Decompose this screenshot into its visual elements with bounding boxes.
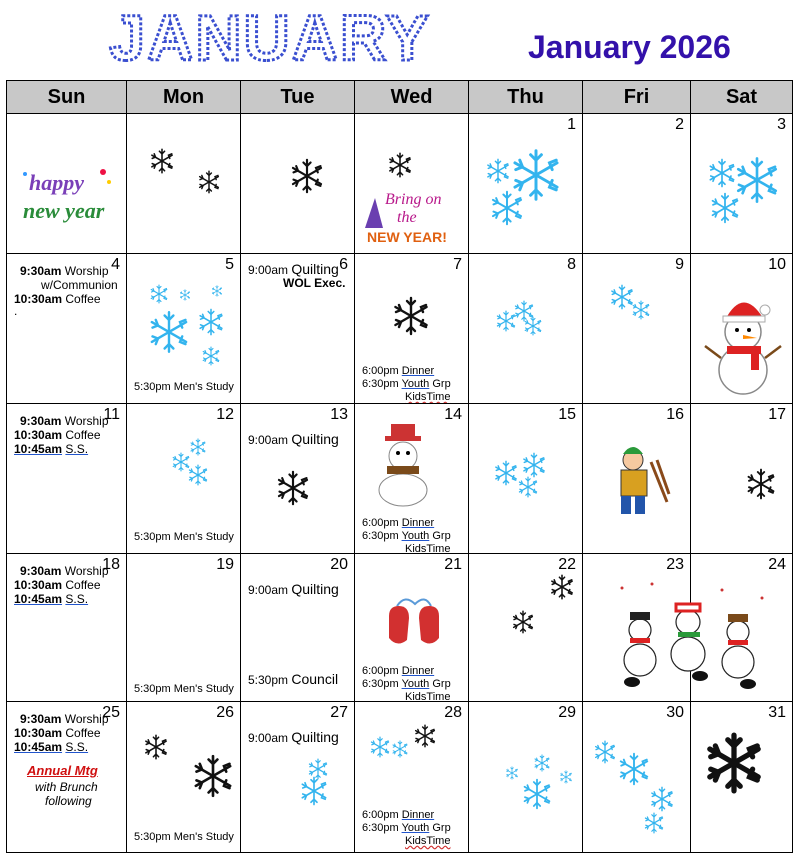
event-quilting: 9:00am Quilting: [248, 431, 339, 447]
event-communion: w/Communion: [41, 278, 118, 292]
day-number: 1: [567, 116, 576, 133]
day-number: 20: [330, 556, 348, 573]
january-banner-logo: [74, 4, 466, 70]
event-coffee: 10:30am Coffee: [14, 578, 101, 592]
event-youth-grp: 6:30pm Youth Grp: [362, 378, 451, 390]
weekday-thu: Thu: [468, 80, 583, 114]
snowflake-icon: [391, 740, 409, 763]
snowflake-icon: [617, 752, 651, 791]
event-coffee: 10:30am Coffee: [14, 726, 101, 740]
snowflake-icon: [197, 170, 221, 199]
day-number: 31: [768, 704, 786, 721]
day-number: 22: [558, 556, 576, 573]
event-annual-mtg: Annual Mtg: [27, 763, 98, 778]
snowflake-icon: [703, 732, 765, 799]
sledding-kid-clipart: [607, 442, 671, 531]
event-mens-study: 5:30pm Men's Study: [134, 381, 234, 393]
snowflake-icon: [211, 284, 223, 302]
day-cell-21[interactable]: [354, 553, 469, 702]
day-number: 17: [768, 406, 786, 423]
snowflake-icon: [505, 766, 519, 785]
event-mens-study: 5:30pm Men's Study: [134, 683, 234, 695]
day-number: 12: [216, 406, 234, 423]
event-coffee: 10:30am Coffee: [14, 428, 101, 442]
day-number: 13: [330, 406, 348, 423]
day-number: 8: [567, 256, 576, 273]
day-number: 27: [330, 704, 348, 721]
day-cell-7[interactable]: [354, 253, 469, 404]
day-cell-18[interactable]: [6, 553, 127, 702]
event-kidstime: KidsTime: [405, 391, 451, 403]
snowflake-icon: [201, 346, 221, 371]
event-worship: 9:30am Worship: [20, 414, 109, 428]
weekday-sat: Sat: [690, 80, 793, 114]
snowflake-icon: [709, 192, 741, 229]
snowflake-icon: [191, 754, 235, 803]
event-sunday-school: 10:45am S.S.: [14, 442, 89, 456]
event-sunday-school: 10:45am S.S.: [14, 592, 89, 606]
day-number: 6: [339, 256, 348, 273]
snowflake-icon: [549, 574, 575, 605]
day-cell-15[interactable]: [468, 403, 583, 554]
day-number: 7: [453, 256, 462, 273]
snowflake-icon: [413, 724, 437, 753]
event-quilting: 9:00am Quilting: [248, 581, 339, 597]
snowflake-icon: [275, 470, 311, 511]
bring-on-new-year-clipart: [363, 184, 467, 253]
snowflake-icon: [517, 476, 539, 503]
weekday-tue: Tue: [240, 80, 355, 114]
day-cell-31[interactable]: [690, 701, 793, 853]
event-kidstime: KidsTime: [405, 691, 451, 702]
weekday-mon: Mon: [126, 80, 241, 114]
snowflake-icon: [387, 152, 413, 183]
happy-new-year-clipart: [21, 162, 117, 237]
day-number: 18: [102, 556, 120, 573]
svg-text:NEW YEAR!: NEW YEAR!: [367, 229, 447, 245]
event-quilting: 9:00am Quilting: [248, 261, 339, 277]
day-number: 2: [675, 116, 684, 133]
day-number: 25: [102, 704, 120, 721]
snowflake-icon: [197, 308, 225, 341]
day-cell-10[interactable]: [690, 253, 793, 404]
svg-text:new year: new year: [23, 198, 105, 223]
day-cell-17[interactable]: [690, 403, 793, 554]
day-number: 16: [666, 406, 684, 423]
day-cell-empty: [354, 113, 469, 254]
event-worship: 9:30am Worship: [20, 712, 109, 726]
snowflake-icon: [149, 148, 175, 179]
day-cell-16[interactable]: [582, 403, 691, 554]
day-cell-19[interactable]: [126, 553, 241, 702]
day-cell-9[interactable]: [582, 253, 691, 404]
day-cell-6[interactable]: [240, 253, 355, 404]
snowflake-icon: [489, 190, 525, 231]
dot-mark: .: [14, 304, 18, 318]
event-dinner: 6:00pm Dinner: [362, 365, 435, 377]
event-wol-exec: WOL Exec.: [283, 276, 346, 290]
snowflake-icon: [391, 296, 431, 341]
event-kidstime: KidsTime: [405, 543, 451, 554]
day-cell-1[interactable]: [468, 113, 583, 254]
day-cell-12[interactable]: [126, 403, 241, 554]
snowflake-icon: [299, 776, 329, 811]
dancing-snowmen-clipart: [612, 578, 772, 699]
svg-text:Bring on: Bring on: [385, 191, 442, 208]
event-worship: 9:30am Worship: [20, 564, 109, 578]
day-number: 30: [666, 704, 684, 721]
snowflake-icon: [631, 300, 651, 325]
day-cell-8[interactable]: [468, 253, 583, 404]
day-cell-14[interactable]: [354, 403, 469, 554]
day-cell-2[interactable]: [582, 113, 691, 254]
svg-text:JANUARY: JANUARY: [109, 4, 431, 70]
day-number: 10: [768, 256, 786, 273]
event-kidstime: KidsTime: [405, 835, 451, 847]
snowman-clipart: [373, 418, 433, 513]
event-dinner: 6:00pm Dinner: [362, 517, 435, 529]
snowflake-icon: [143, 734, 169, 765]
snowflake-icon: [187, 464, 209, 491]
day-number: 4: [111, 256, 120, 273]
event-mens-study: 5:30pm Men's Study: [134, 831, 234, 843]
day-number: 26: [216, 704, 234, 721]
day-cell-22[interactable]: [468, 553, 583, 702]
snowflake-icon: [289, 158, 325, 199]
snowflake-icon: [149, 284, 169, 309]
day-number: 24: [768, 556, 786, 573]
event-youth-grp: 6:30pm Youth Grp: [362, 678, 451, 690]
day-cell-empty: [126, 113, 241, 254]
snowflake-icon: [179, 288, 191, 306]
day-number: 3: [777, 116, 786, 133]
day-cell-25[interactable]: [6, 701, 127, 853]
event-mens-study: 5:30pm Men's Study: [134, 531, 234, 543]
snowflake-icon: [533, 754, 551, 777]
day-cell-13[interactable]: [240, 403, 355, 554]
day-number: 29: [558, 704, 576, 721]
snowflake-icon: [189, 438, 207, 461]
day-cell-27[interactable]: [240, 701, 355, 853]
event-dinner: 6:00pm Dinner: [362, 809, 435, 821]
snowflake-icon: [147, 310, 191, 359]
weekday-fri: Fri: [582, 80, 691, 114]
event-quilting: 9:00am Quilting: [248, 729, 339, 745]
event-youth-grp: 6:30pm Youth Grp: [362, 530, 451, 542]
day-number: 15: [558, 406, 576, 423]
day-cell-3[interactable]: [690, 113, 793, 254]
calendar-title: January 2026: [528, 29, 731, 65]
event-sunday-school: 10:45am S.S.: [14, 740, 89, 754]
snowflake-icon: [485, 158, 511, 189]
event-council: 5:30pm Council: [248, 671, 339, 687]
day-cell-28[interactable]: [354, 701, 469, 853]
event-coffee: 10:30am Coffee: [14, 292, 101, 306]
snowflake-icon: [369, 736, 391, 763]
event-dinner: 6:00pm Dinner: [362, 665, 435, 677]
day-cell-11[interactable]: [6, 403, 127, 554]
day-number: 9: [675, 256, 684, 273]
day-cell-30[interactable]: [582, 701, 691, 853]
snowflake-icon: [745, 468, 777, 505]
snowman-clipart: [703, 280, 783, 401]
day-number: 19: [216, 556, 234, 573]
day-number: 21: [444, 556, 462, 573]
snowflake-icon: [493, 460, 519, 491]
day-cell-4[interactable]: [6, 253, 127, 404]
mittens-clipart: [385, 594, 443, 655]
event-worship: 9:30am Worship: [20, 264, 109, 278]
day-cell-20[interactable]: [240, 553, 355, 702]
svg-text:the: the: [397, 209, 417, 226]
day-cell-empty: [240, 113, 355, 254]
event-youth-grp: 6:30pm Youth Grp: [362, 822, 451, 834]
day-number: 14: [444, 406, 462, 423]
svg-text:happy: happy: [29, 170, 84, 195]
event-with-brunch: with Brunch: [35, 780, 98, 794]
day-cell-26[interactable]: [126, 701, 241, 853]
weekday-wed: Wed: [354, 80, 469, 114]
snowflake-icon: [523, 316, 543, 341]
day-number: 23: [666, 556, 684, 573]
day-cell-29[interactable]: [468, 701, 583, 853]
day-number: 28: [444, 704, 462, 721]
snowflake-icon: [559, 770, 573, 789]
day-number: 5: [225, 256, 234, 273]
snowflake-icon: [511, 610, 535, 639]
event-following: following: [45, 794, 92, 808]
weekday-sun: Sun: [6, 80, 127, 114]
snowflake-icon: [521, 778, 553, 815]
snowflake-icon: [593, 740, 617, 769]
day-cell-empty: [6, 113, 127, 254]
day-cell-5[interactable]: [126, 253, 241, 404]
snowflake-icon: [643, 812, 665, 839]
day-number: 11: [103, 406, 120, 423]
